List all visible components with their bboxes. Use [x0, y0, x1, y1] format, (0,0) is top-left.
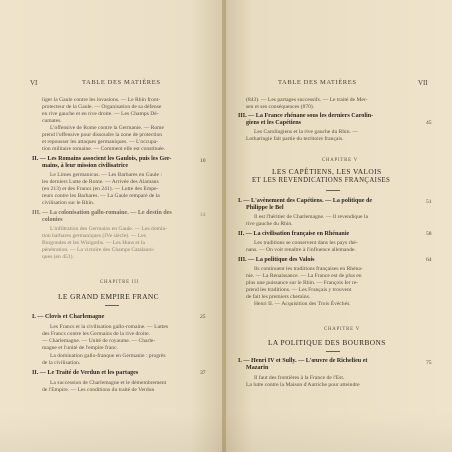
- text-line: civilisation sur le Rhin.: [42, 200, 95, 206]
- toc-entry-title: mains, à leur mission civilisatrice: [42, 163, 129, 169]
- toc-page-number: 75: [426, 360, 432, 366]
- text-line: sen et ses conséquences (870).: [246, 104, 315, 110]
- toc-entry-title: Philippe le Bel: [246, 205, 284, 211]
- chapter-label: CHAPITRE V: [322, 158, 359, 163]
- page-number: VII: [418, 79, 428, 87]
- text-line: Les Carolingiens et la rive gauche du Rhin. —: [254, 129, 358, 135]
- text-line: tion barbares germaniques (IVe siècle). — Les: [42, 233, 146, 239]
- text-line: (en 213) et des Francs (en 241). — Lutte des Empe-: [42, 186, 159, 192]
- text-line: nie. — La Renaissance. — La France est de plus en: [246, 273, 362, 279]
- toc-entry-title: II. — Les Romains associent les Gaulois, puis les Ger-: [32, 156, 172, 162]
- text-line: prend les traditions. — Les Français y trouvent: [246, 287, 352, 293]
- text-line: Il faut des frontières à la France de l'Est.: [254, 375, 345, 381]
- part-title: LA POLITIQUE DES BOURBONS: [268, 338, 386, 347]
- toc-entry-title: Mazarin: [246, 365, 269, 371]
- text-line: plus une puissance sur le Rhin. — François Ier re-: [246, 280, 359, 286]
- text-line: (843). — Les partages successifs. — Le traité de Mer-: [246, 97, 368, 103]
- toc-entry-title: III. — La politique des Valois: [238, 257, 315, 263]
- text-line: et repousser les attaques germaniques. — L'occupa-: [42, 139, 159, 145]
- text-line: de l'Empire. — Les conditions du traité de Verdun: [42, 387, 155, 393]
- toc-entry-title: II. — La civilisation française en Rhénanie: [238, 231, 350, 237]
- toc-entry-title: I. — L'avènement des Capétiens. — La politique de: [238, 198, 373, 204]
- text-line: rive gauche du Rhin.: [246, 221, 293, 227]
- page-shadow: [0, 412, 452, 452]
- toc-entry-title: colonies: [42, 217, 63, 223]
- part-title: LES CAPÉTIENS, LES VALOIS: [272, 167, 382, 176]
- running-head: TABLE DES MATIÈRES: [82, 79, 161, 86]
- part-title: ET LES REVENDICATIONS FRANÇAISES: [252, 177, 391, 184]
- toc-entry-title: III. — La France rhénane sous les derniers Carolin-: [238, 113, 374, 119]
- toc-page-number: 64: [426, 257, 432, 263]
- part-title: LE GRAND EMPIRE FRANC: [58, 292, 159, 301]
- page-number: VI: [30, 79, 38, 87]
- text-line: ques (en 451).: [42, 254, 74, 260]
- text-line: cumates.: [42, 118, 62, 124]
- text-line: reurs contre les Barbares. — La Gaule remparé de la: [42, 193, 160, 199]
- text-line: des Francs contre les Germains de la rive droite.: [42, 331, 150, 337]
- toc-page-number: 25: [200, 314, 206, 320]
- toc-page-number: 51: [426, 199, 432, 205]
- text-line: — Charlemagne. — Unité de royaume. — Charle-: [42, 338, 156, 344]
- text-line: Ils continuent les traditions françaises en Rhéna-: [254, 266, 363, 272]
- running-head: TABLE DES MATIÈRES: [278, 79, 357, 86]
- text-line: en rive gauche et en rive droite. — Les Champs Dé-: [42, 111, 159, 117]
- toc-page-number: 45: [426, 120, 432, 126]
- toc-page-number: 14: [200, 212, 206, 218]
- text-line: La lutte contre la Maison d'Autriche pour atteindre: [246, 382, 360, 388]
- toc-entry-title: giens et les Capétiens: [246, 120, 302, 126]
- text-line: Burgondes et les Wisigoths. — Les Huns et la: [42, 240, 145, 246]
- text-line: liger la Gaule contre les invasions. — Le Rhin front-: [42, 97, 161, 103]
- text-line: les derniers Lutte de Rome. — Arrivée des Alamans: [42, 179, 159, 185]
- text-line: nans. — On voit renaître à l'influence allemande.: [246, 247, 356, 253]
- text-line: Lotharingie fait partie du territoire français.: [246, 136, 344, 142]
- toc-entry-title: I. — Henri IV et Sully. — L'œuvre de Richelieu et: [238, 358, 368, 364]
- text-line: protecteur de la Gaule. — Organisation de sa défense: [42, 104, 162, 110]
- chapter-label: CHAPITRE III: [100, 280, 140, 285]
- toc-page-number: 58: [426, 231, 432, 237]
- text-line: Les traditions se conservent dans les pays rhé-: [254, 240, 358, 246]
- text-line: La domination gallo-franque en Germanie : progrès: [50, 353, 166, 359]
- divider: [326, 190, 340, 191]
- text-line: Le Limes germanicus. — Les Barbares en Gaule :: [50, 172, 162, 178]
- text-line: de fait les premiers chemins.: [246, 294, 311, 300]
- toc-page-number: 37: [200, 370, 206, 376]
- text-line: La succession de Charlemagne et le démembrement: [50, 380, 167, 386]
- text-line: prend l'offensive pour dissoudre la zone de protection: [42, 132, 163, 138]
- toc-entry-title: II. — Le Traité de Verdun et les partages: [32, 370, 139, 376]
- text-line: magne et l'unité de l'empire franc.: [42, 345, 118, 351]
- left-page: [0, 0, 224, 452]
- text-line: Les Francs et la civilisation gallo-romaine. — Luttes: [50, 324, 169, 330]
- divider: [326, 351, 340, 352]
- toc-entry-title: I. — Clovis et Charlemagne: [32, 314, 105, 320]
- text-line: Il est l'héritier de Charlemagne. — Il revendique la: [254, 214, 368, 220]
- text-line: de la civilisation.: [42, 360, 81, 366]
- divider: [105, 305, 119, 306]
- text-line: L'offensive de Rome contre la Germanie. — Rome: [50, 125, 164, 131]
- toc-page-number: 10: [200, 158, 206, 164]
- text-line: Henri II. — Acquisition des Trois Évêchés.: [254, 301, 351, 307]
- right-page: [226, 0, 452, 452]
- text-line: tion militaire romaine. — Comment elle est constituée.: [42, 146, 166, 152]
- toc-entry-title: III. — La colonisation gallo-romaine. — Le destin des: [32, 210, 172, 216]
- chapter-label: CHAPITRE V: [324, 327, 361, 332]
- text-line: pénétration. — La victoire des Champs Catalauni-: [42, 247, 155, 253]
- text-line: L'infiltration des Germains en Gaule. — Les domin-: [50, 226, 168, 232]
